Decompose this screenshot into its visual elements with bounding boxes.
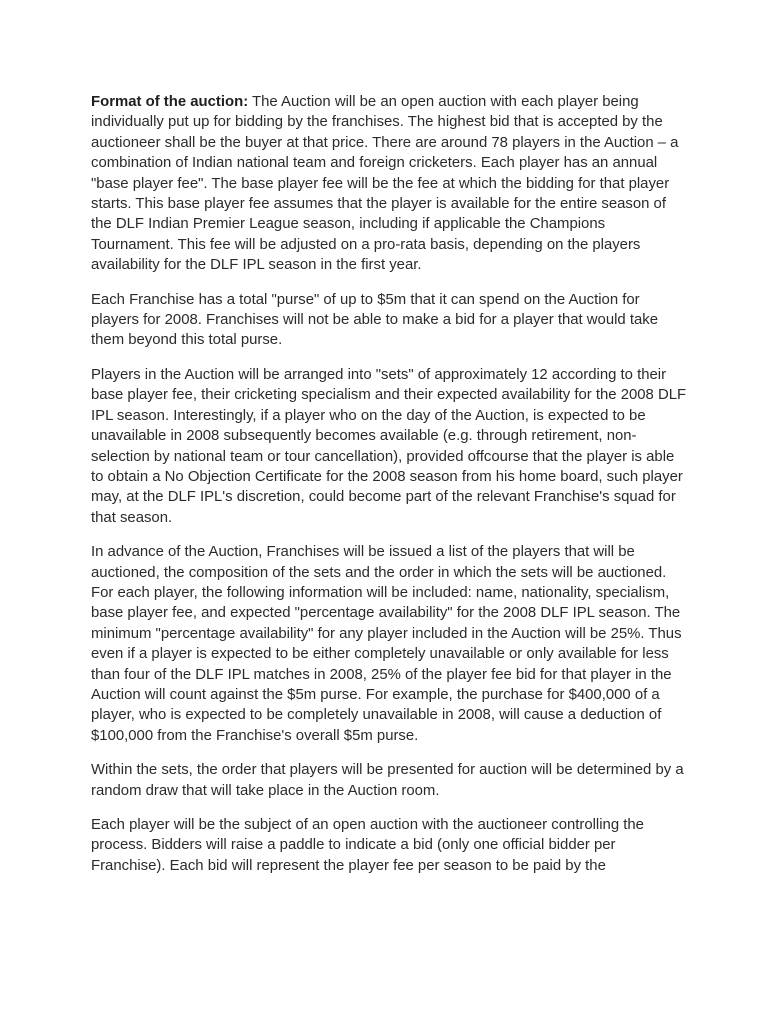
paragraph-text: The Auction will be an open auction with each player being individually put up for bidding by the franchises. The highest bid that is accepted by the auctioneer shall be the buyer at that price. There are around 78 players in the Auction – a combination of Indian national team and foreign cricketers. Each player has an annual "base player fee". The base player fee will be the fee at which the bidding for that player starts. This base player fee assumes that the player is available for the entire season of the DLF Indian Premier League season, including if applicable the Champions Tournament. This fee will be adjusted on a pro-rata basis, depending on the players availability for the DLF IPL season in the first year. <box>91 94 679 274</box>
paragraph-purse <box>91 290 687 351</box>
paragraph-random-draw <box>91 760 687 801</box>
paragraph-text: Within the sets, the order that players will be presented for auction will be determined by a random draw that will take place in the Auction room. <box>91 762 684 799</box>
paragraph-lead-heading: Format of the auction: <box>91 94 249 110</box>
paragraph-player-list <box>91 542 687 746</box>
paragraph-open-auction <box>91 815 687 876</box>
paragraph-text: Each Franchise has a total "purse" of up to $5m that it can spend on the Auction for players for 2008. Franchises will not be able to make a bid for a player that would take them beyond this total purse. <box>91 291 658 349</box>
paragraph-text: Each player will be the subject of an open auction with the auctioneer controlling the process. Bidders will raise a paddle to indicate a bid (only one official bidder per Franchise). Each bid will represent the player fee per season to be paid by the <box>91 817 644 874</box>
paragraph-text: In advance of the Auction, Franchises will be issued a list of the players that will be auctioned, the composition of the sets and the order in which the sets will be auctioned. For each player, the following information will be included: name, nationality, specialism, base player fee, and expected "percentage availability" for the 2008 DLF IPL season. The minimum "percentage availability" for any player included in the Auction will be 25%. Thus even if a player is expected to be either completely unavailable or only available for less than four of the DLF IPL matches in 2008, 25% of the player fee bid for that player in the Auction will count against the $5m purse. For example, the purchase for $400,000 of a player, who is expected to be completely unavailable in 2008, will cause a deduction of $100,000 from the Franchise's overall $5m purse. <box>91 544 682 744</box>
paragraph-sets <box>91 365 687 528</box>
paragraph-auction-format <box>91 92 687 276</box>
document-page <box>91 92 687 890</box>
paragraph-text: Players in the Auction will be arranged into "sets" of approximately 12 according to their base player fee, their cricketing specialism and their expected availability for the 2008 DLF IPL season. Interestingly, if a player who on the day of the Auction, is expected to be unavailable in 2008 subsequently becomes available (e.g. through retirement, non-selection by national team or tour cancellation), provided offcourse that the player is able to obtain a No Objection Certificate for the 2008 season from his home board, such player may, at the DLF IPL's discretion, could become part of the relevant Franchise's squad for that season. <box>91 366 687 526</box>
